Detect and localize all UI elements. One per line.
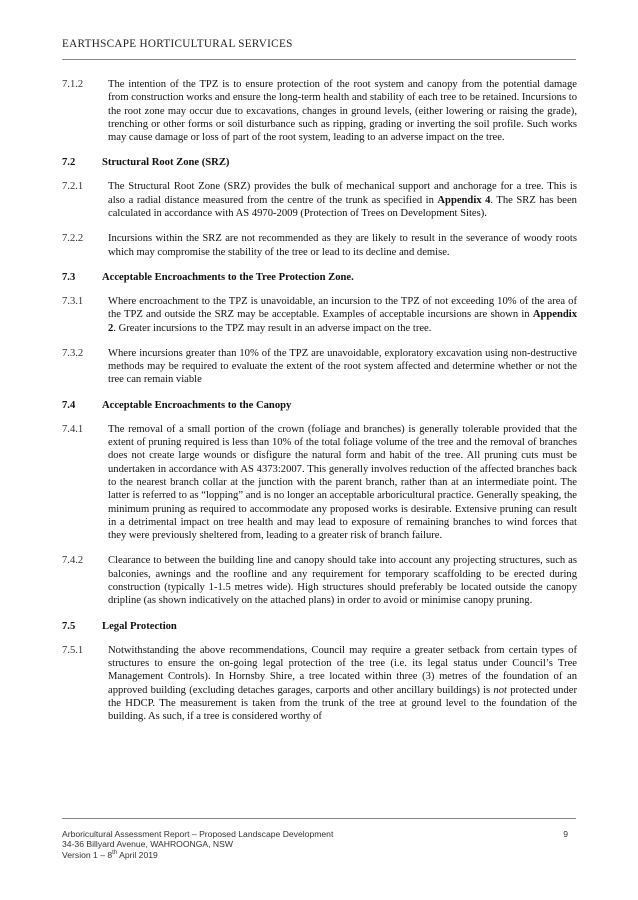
footer-report-title: Arboricultural Assessment Report – Proposed Landscape Development — [62, 829, 334, 839]
paragraph-text — [108, 180, 577, 220]
paragraph-text — [108, 347, 577, 387]
footer-address: 34-36 Billyard Avenue, WAHROONGA, NSW — [62, 839, 233, 850]
text-run: The intention of the TPZ is to ensure protection of the root system and canopy from the potential damage from construction works and ensure the long-term health and stability of each tree to be retained. Incursions to the root zone may occur due to excavations, changes in ground levels, (either lowering or raising the grade), trenching or other forms or soil disturbance such as ripping, grading or inverting the soil profile. Such works may cause damage or loss of part of the root system, leading to an adverse impact on the tree. — [108, 79, 577, 144]
paragraph-text — [108, 232, 577, 259]
paragraph-number: 7.5.1 — [62, 644, 84, 656]
paragraph-text — [108, 644, 577, 724]
paragraph-number: 7.1.2 — [62, 79, 84, 90]
text-run: The Structural Root Zone (SRZ) provides the bulk of mechanical support and anchorage for a tree. This is also a radial distance measured from the centre of the trunk as specified in — [108, 181, 577, 206]
section-heading — [62, 156, 577, 169]
page-number: 9 — [563, 829, 568, 839]
section-title: Structural Root Zone (SRZ) — [102, 157, 230, 169]
paragraph-number: 7.3.2 — [62, 347, 84, 359]
paragraph-number: 7.2.1 — [62, 181, 84, 193]
section-title: Acceptable Encroachments to the Canopy — [102, 399, 292, 411]
section-title: Legal Protection — [102, 620, 177, 632]
paragraph-number: 7.4.2 — [62, 555, 84, 567]
text-run: Incursions within the SRZ are not recommended as they are likely to result in the severance of woody roots which may compromise the stability of the tree or lead to its decline and demise. — [108, 233, 577, 258]
bold-reference: Appendix 2 — [108, 309, 577, 334]
paragraph-number: 7.3.1 — [62, 295, 84, 307]
numbered-paragraph — [62, 423, 577, 543]
document-header: EARTHSCAPE HORTICULTURAL SERVICES — [62, 38, 293, 50]
paragraph-text — [108, 554, 577, 607]
bold-reference: Appendix 4 — [437, 194, 491, 206]
section-title: Acceptable Encroachments to the Tree Protection Zone. — [102, 271, 354, 283]
section-number: 7.2 — [62, 157, 76, 169]
page-footer — [62, 829, 576, 860]
numbered-paragraph — [62, 347, 577, 387]
paragraph-text — [108, 423, 577, 543]
emphasis-text: not — [493, 684, 507, 696]
numbered-paragraph — [62, 232, 577, 259]
text-run: . The SRZ has been calculated in accordance with AS 4970-2009 (Protection of Trees on Development Sites). — [108, 194, 577, 220]
text-run: The removal of a small portion of the crown (foliage and branches) is generally tolerable provided that the extent of pruning required is less than 10% of the total foliage volume of the tree and the removal of branches does not create large wounds or disfigure the natural form and habit of the tree. All pruning cuts must be undertaken in accordance with AS 4373:2007. This generally involves reduction of the affected branches back to the nearest branch collar at the junction with the parent branch, rather than at an intermediate point. The latter is referred to as “lopping” and is no longer an acceptable arboricultural practice. Generally speaking, the minimum pruning as required to accommodate any proposed works is desirable. Extensive pruning can result in a detrimental impact on tree health and may lead to exposure of remaining branches to wind forces that they were previously sheltered from, leading to a greater risk of branch failure. — [108, 423, 577, 542]
paragraph-text — [108, 78, 577, 144]
numbered-paragraph — [62, 180, 577, 220]
section-heading — [62, 399, 577, 412]
header-divider — [62, 59, 576, 60]
text-run: Where encroachment to the TPZ is unavoidable, an incursion to the TPZ of not exceeding 10% of the area of the TPZ and outside the SRZ may be acceptable. Examples of acceptable incursions are shown in — [108, 295, 577, 321]
text-run: Where incursions greater than 10% of the TPZ are unavoidable, exploratory excavation using non-destructive methods may be required to evaluate the extent of the root system affected and determine whether or not the tree can remain viable — [108, 347, 577, 386]
section-heading — [62, 271, 577, 284]
text-run: Clearance to between the building line and canopy should take into account any projecting structures, such as balconies, awnings and the roofline and any requirement for temporary scaffolding to be erected during construction (typically 1-1.5 metres wide). High structures should preferably be located outside the canopy dripline (as shown indicatively on the attached plans) in order to avoid or minimise canopy pruning. — [108, 555, 577, 607]
numbered-paragraph — [62, 78, 577, 144]
text-run: . Greater incursions to the TPZ may result in an adverse impact on the tree. — [113, 322, 432, 334]
paragraph-text — [108, 295, 577, 335]
text-run: protected under the HDCP. The measurement is taken from the trunk of the tree at ground level to the foundation of the building. As such, if a tree is considered worthy of — [108, 684, 577, 723]
footer-divider — [62, 818, 576, 819]
section-number: 7.3 — [62, 271, 76, 283]
section-number: 7.5 — [62, 620, 76, 632]
text-run: Notwithstanding the above recommendations, Council may require a greater setback from certain types of structures to ensure the on-going legal protection of the tree (i.e. its legal status under Council’s Tree Management Controls). In Hornsby Shire, a tree located within three (3) metres of the foundation of an approved building (excluding detaches garages, carports and other ancillary buildings) is — [108, 644, 577, 696]
numbered-paragraph — [62, 554, 577, 607]
footer-version: Version 1 – 8th April 2019 — [62, 849, 158, 860]
section-heading — [62, 620, 577, 633]
document-body — [62, 78, 577, 735]
numbered-paragraph — [62, 644, 577, 724]
numbered-paragraph — [62, 295, 577, 335]
section-number: 7.4 — [62, 399, 76, 411]
paragraph-number: 7.4.1 — [62, 423, 84, 435]
paragraph-number: 7.2.2 — [62, 233, 84, 245]
